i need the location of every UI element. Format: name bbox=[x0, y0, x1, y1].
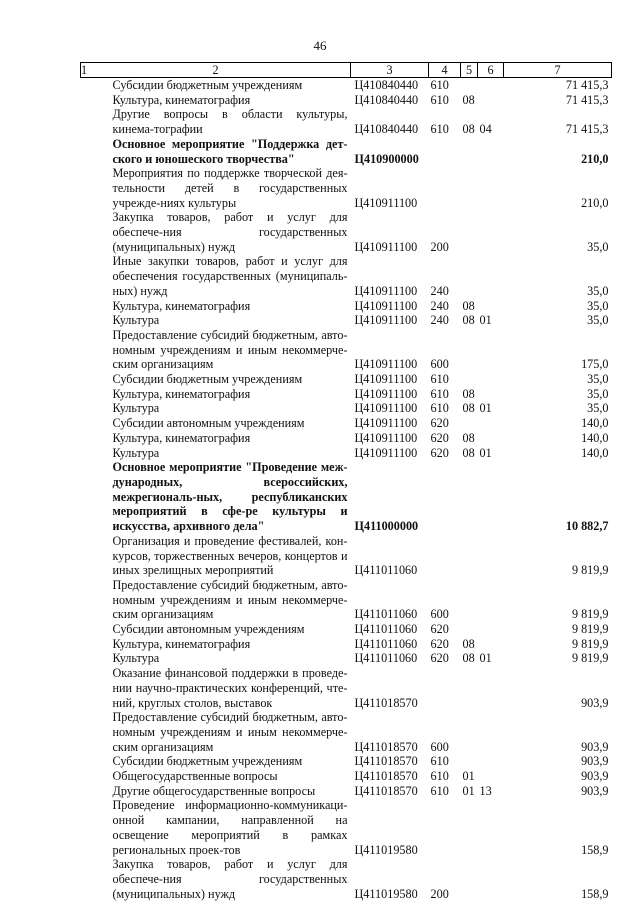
row-c4 bbox=[429, 460, 461, 534]
row-c4: 610 bbox=[430, 754, 449, 769]
row-name: Субсидии бюджетным учреждениям bbox=[112, 372, 303, 387]
table-row bbox=[81, 78, 612, 93]
row-name: Культура bbox=[112, 313, 160, 328]
table-row bbox=[81, 416, 612, 431]
table-row bbox=[81, 769, 612, 784]
row-name: Культура, кинематография bbox=[112, 430, 251, 445]
row-name: Культура, кинематография bbox=[112, 386, 251, 401]
row-code: Ц410911100 bbox=[354, 239, 418, 254]
row-code: Ц410911100 bbox=[354, 372, 418, 387]
row-sum: 10 882,7 bbox=[565, 519, 609, 534]
row-c6 bbox=[478, 460, 504, 534]
row-sum: 9 819,9 bbox=[571, 636, 609, 651]
row-c4 bbox=[429, 166, 461, 210]
row-c6: 13 bbox=[479, 783, 492, 798]
row-code: Ц411019580 bbox=[354, 842, 418, 857]
row-c6: 01 bbox=[479, 651, 492, 666]
row-c5: 08 bbox=[462, 313, 475, 328]
table-row bbox=[81, 651, 612, 666]
row-code: Ц410911100 bbox=[354, 313, 418, 328]
budget-table bbox=[80, 62, 612, 901]
row-code: Ц411011060 bbox=[354, 651, 418, 666]
row-name: Предоставление субсидий бюджетным, авто-номным учреждениям и иным некоммерче-ским организациям bbox=[112, 710, 348, 754]
table-row bbox=[81, 446, 612, 461]
row-name: Субсидии бюджетным учреждениям bbox=[112, 78, 303, 92]
table-row bbox=[81, 313, 612, 328]
table-row bbox=[81, 328, 612, 372]
row-name: Основное мероприятие "Проведение меж-дународных, всероссийских, межрегиональ-ных, республиканских мероприятий в сфе-ре культуры и искусства, архивного дела" bbox=[112, 460, 348, 534]
row-c5 bbox=[461, 372, 478, 387]
row-c6 bbox=[478, 534, 504, 578]
row-c6 bbox=[478, 387, 504, 402]
row-name: Культура bbox=[112, 651, 160, 666]
row-name: Субсидии автономным учреждениям bbox=[112, 622, 305, 637]
row-name: Мероприятия по поддержке творческой дея-тельности детей в государственных учрежде-ниях культуры bbox=[112, 166, 348, 210]
row-c5: 01 bbox=[462, 783, 475, 798]
row-c5: 08 bbox=[462, 430, 475, 445]
row-sum: 210,0 bbox=[581, 151, 609, 166]
row-c4: 610 bbox=[430, 769, 449, 784]
row-code: Ц411018570 bbox=[354, 783, 418, 798]
row-name: Другие вопросы в области культуры, кинема-тографии bbox=[112, 107, 348, 137]
table-row bbox=[81, 107, 612, 136]
row-sum: 71 415,3 bbox=[565, 92, 609, 107]
row-name: Организация и проведение фестивалей, кон-курсов, торжественных вечеров, концертов и иных зрелищных мероприятий bbox=[112, 533, 348, 578]
table-row bbox=[81, 534, 612, 578]
row-c4: 240 bbox=[430, 283, 449, 298]
row-c4: 610 bbox=[430, 783, 449, 798]
row-sum: 35,0 bbox=[587, 386, 609, 401]
row-c6 bbox=[478, 299, 504, 314]
row-code: Ц410840440 bbox=[354, 92, 419, 107]
row-c6: 01 bbox=[479, 401, 492, 416]
row-c5 bbox=[461, 254, 478, 298]
row-name: Субсидии автономным учреждениям bbox=[112, 416, 305, 431]
table-row bbox=[81, 754, 612, 769]
table-row bbox=[81, 666, 612, 710]
row-sum: 210,0 bbox=[581, 195, 609, 210]
row-sum: 903,9 bbox=[581, 754, 609, 769]
row-sum: 35,0 bbox=[587, 283, 609, 298]
row-sum: 140,0 bbox=[581, 416, 609, 431]
row-name: Предоставление субсидий бюджетным, авто-номным учреждениям и иным некоммерче-ским организациям bbox=[112, 577, 348, 622]
row-name: Иные закупки товаров, работ и услуг для обеспечения государственных (муниципаль-ных) нужд bbox=[112, 254, 348, 298]
row-c4 bbox=[429, 137, 461, 166]
row-sum: 35,0 bbox=[587, 401, 609, 416]
row-sum: 35,0 bbox=[587, 298, 609, 313]
table-row bbox=[81, 578, 612, 622]
row-code: Ц410911100 bbox=[354, 195, 418, 210]
row-c6 bbox=[478, 857, 504, 901]
row-c5 bbox=[461, 78, 478, 93]
row-c5: 08 bbox=[462, 92, 475, 107]
row-c4: 620 bbox=[430, 430, 449, 445]
row-c5: 08 bbox=[462, 445, 475, 460]
row-code: Ц410840440 bbox=[354, 78, 419, 92]
row-c4: 610 bbox=[430, 122, 449, 137]
row-sum: 158,9 bbox=[581, 842, 609, 857]
table-row bbox=[81, 460, 612, 534]
row-c4 bbox=[429, 666, 461, 710]
row-name: Закупка товаров, работ и услуг для обеспече-ния государственных (муниципальных) нужд bbox=[112, 857, 348, 901]
table-row bbox=[81, 166, 612, 210]
row-sum: 903,9 bbox=[581, 739, 609, 754]
row-c6 bbox=[478, 769, 504, 784]
row-sum: 35,0 bbox=[587, 372, 609, 387]
row-sum: 158,9 bbox=[581, 886, 609, 901]
row-c4: 240 bbox=[430, 298, 449, 313]
row-c4: 600 bbox=[430, 607, 449, 622]
row-c6 bbox=[478, 328, 504, 372]
row-c4: 610 bbox=[430, 372, 449, 387]
row-code: Ц411018570 bbox=[354, 739, 418, 754]
header-col-6: 6 bbox=[478, 63, 504, 78]
table-row bbox=[81, 137, 612, 166]
row-c6 bbox=[478, 666, 504, 710]
row-c6: 04 bbox=[479, 122, 492, 137]
row-code: Ц411018570 bbox=[354, 695, 418, 710]
row-name: Проведение информационно-коммуникаци-онной кампании, направленной на освещение мероприятий в рамках региональных проек-тов bbox=[112, 798, 348, 857]
row-c5 bbox=[461, 798, 478, 857]
row-code: Ц410911100 bbox=[354, 298, 418, 313]
row-c4: 200 bbox=[430, 239, 449, 254]
row-code: Ц411018570 bbox=[354, 754, 418, 769]
row-c5 bbox=[461, 754, 478, 769]
row-c6 bbox=[478, 637, 504, 652]
row-c6 bbox=[478, 798, 504, 857]
row-sum: 9 819,9 bbox=[571, 563, 609, 578]
row-c6 bbox=[478, 754, 504, 769]
row-c4: 610 bbox=[430, 401, 449, 416]
table-row bbox=[81, 637, 612, 652]
row-code: Ц410840440 bbox=[354, 122, 419, 137]
row-c4: 620 bbox=[430, 622, 449, 637]
table-row bbox=[81, 299, 612, 314]
row-code: Ц410911100 bbox=[354, 283, 418, 298]
table-row bbox=[81, 431, 612, 446]
row-c4: 620 bbox=[430, 416, 449, 431]
table-row bbox=[81, 710, 612, 754]
row-c6 bbox=[478, 210, 504, 254]
row-code: Ц411018570 bbox=[354, 769, 418, 784]
row-c5 bbox=[461, 460, 478, 534]
table-row bbox=[81, 387, 612, 402]
row-c4 bbox=[429, 798, 461, 857]
row-c5 bbox=[461, 666, 478, 710]
row-name: Культура bbox=[112, 445, 160, 460]
row-c4: 600 bbox=[430, 357, 449, 372]
row-c6 bbox=[478, 78, 504, 93]
row-sum: 9 819,9 bbox=[571, 607, 609, 622]
table-row bbox=[81, 622, 612, 637]
row-c4: 240 bbox=[430, 313, 449, 328]
row-c6: 01 bbox=[479, 313, 492, 328]
row-c4: 610 bbox=[430, 386, 449, 401]
row-name: Культура, кинематография bbox=[112, 92, 251, 107]
row-c4: 600 bbox=[430, 739, 449, 754]
row-c5: 08 bbox=[462, 122, 475, 137]
table-row bbox=[81, 401, 612, 416]
table-row bbox=[81, 798, 612, 857]
header-col-7: 7 bbox=[504, 63, 612, 78]
row-name: Закупка товаров, работ и услуг для обеспече-ния государственных (муниципальных) нужд bbox=[112, 210, 348, 254]
row-c5 bbox=[461, 137, 478, 166]
row-c5 bbox=[461, 416, 478, 431]
row-c5: 08 bbox=[462, 298, 475, 313]
row-c4: 610 bbox=[430, 78, 449, 92]
row-c5 bbox=[461, 210, 478, 254]
row-code: Ц410911100 bbox=[354, 401, 418, 416]
row-code: Ц410911100 bbox=[354, 445, 418, 460]
row-c5: 01 bbox=[462, 769, 475, 784]
row-c5: 08 bbox=[462, 636, 475, 651]
header-col-3: 3 bbox=[351, 63, 429, 78]
row-c6: 01 bbox=[479, 445, 492, 460]
row-c6 bbox=[478, 137, 504, 166]
row-code: Ц411000000 bbox=[354, 519, 419, 534]
row-code: Ц411011060 bbox=[354, 622, 418, 637]
row-code: Ц411011060 bbox=[354, 563, 418, 578]
row-c5 bbox=[461, 328, 478, 372]
table-row bbox=[81, 210, 612, 254]
row-code: Ц411019580 bbox=[354, 886, 418, 901]
row-c6 bbox=[478, 372, 504, 387]
row-c5 bbox=[461, 622, 478, 637]
row-name: Культура bbox=[112, 401, 160, 416]
row-sum: 903,9 bbox=[581, 783, 609, 798]
row-c6 bbox=[478, 166, 504, 210]
row-c5 bbox=[461, 578, 478, 622]
header-col-4: 4 bbox=[429, 63, 461, 78]
row-c4: 620 bbox=[430, 445, 449, 460]
row-code: Ц411011060 bbox=[354, 607, 418, 622]
row-c5 bbox=[461, 710, 478, 754]
row-c6 bbox=[478, 622, 504, 637]
row-sum: 9 819,9 bbox=[571, 651, 609, 666]
row-sum: 71 415,3 bbox=[565, 78, 609, 92]
row-code: Ц410911100 bbox=[354, 430, 418, 445]
row-c5: 08 bbox=[462, 401, 475, 416]
table-body bbox=[81, 78, 612, 902]
row-c6 bbox=[478, 93, 504, 108]
row-code: Ц410911100 bbox=[354, 416, 418, 431]
page-number: 46 bbox=[313, 38, 327, 53]
table-row bbox=[81, 254, 612, 298]
row-sum: 175,0 bbox=[581, 357, 609, 372]
row-sum: 903,9 bbox=[581, 769, 609, 784]
row-code: Ц410911100 bbox=[354, 386, 418, 401]
table-row bbox=[81, 784, 612, 799]
header-row: 1 2 3 4 5 6 7 bbox=[81, 63, 612, 78]
row-c4: 620 bbox=[430, 651, 449, 666]
header-col-2: 2 bbox=[81, 63, 351, 78]
row-sum: 71 415,3 bbox=[565, 122, 609, 137]
row-name: Культура, кинематография bbox=[112, 636, 251, 651]
row-sum: 35,0 bbox=[587, 313, 609, 328]
row-code: Ц411011060 bbox=[354, 636, 418, 651]
row-c4: 610 bbox=[430, 92, 449, 107]
row-c4: 620 bbox=[430, 636, 449, 651]
row-name: Другие общегосударственные вопросы bbox=[112, 783, 316, 798]
row-c5 bbox=[461, 166, 478, 210]
row-code: Ц410900000 bbox=[354, 151, 419, 166]
row-sum: 140,0 bbox=[581, 445, 609, 460]
row-c5 bbox=[461, 857, 478, 901]
row-name: Общегосударственные вопросы bbox=[112, 769, 278, 784]
row-name: Предоставление субсидий бюджетным, авто-номным учреждениям и иным некоммерче-ским организациям bbox=[112, 327, 348, 372]
row-name: Культура, кинематография bbox=[112, 298, 251, 313]
row-c4: 200 bbox=[430, 886, 449, 901]
header-col-5: 5 bbox=[461, 63, 478, 78]
row-c6 bbox=[478, 578, 504, 622]
row-c6 bbox=[478, 254, 504, 298]
row-c4 bbox=[429, 534, 461, 578]
row-name: Оказание финансовой поддержки в проведе-нии научно-практических конференций, чте-ний, круглых столов, выставок bbox=[112, 666, 348, 710]
table-row bbox=[81, 93, 612, 108]
row-name: Основное мероприятие "Поддержка дет-ского и юношеского творчества" bbox=[112, 136, 348, 166]
row-c6 bbox=[478, 431, 504, 446]
row-sum: 35,0 bbox=[587, 239, 609, 254]
row-c6 bbox=[478, 710, 504, 754]
table-row bbox=[81, 372, 612, 387]
row-c5: 08 bbox=[462, 651, 475, 666]
row-sum: 903,9 bbox=[581, 695, 609, 710]
row-c6 bbox=[478, 416, 504, 431]
row-code: Ц410911100 bbox=[354, 357, 418, 372]
row-sum: 9 819,9 bbox=[571, 622, 609, 637]
row-sum: 140,0 bbox=[581, 430, 609, 445]
table-row bbox=[81, 857, 612, 901]
row-c5: 08 bbox=[462, 386, 475, 401]
row-c5 bbox=[461, 534, 478, 578]
row-name: Субсидии бюджетным учреждениям bbox=[112, 754, 303, 769]
